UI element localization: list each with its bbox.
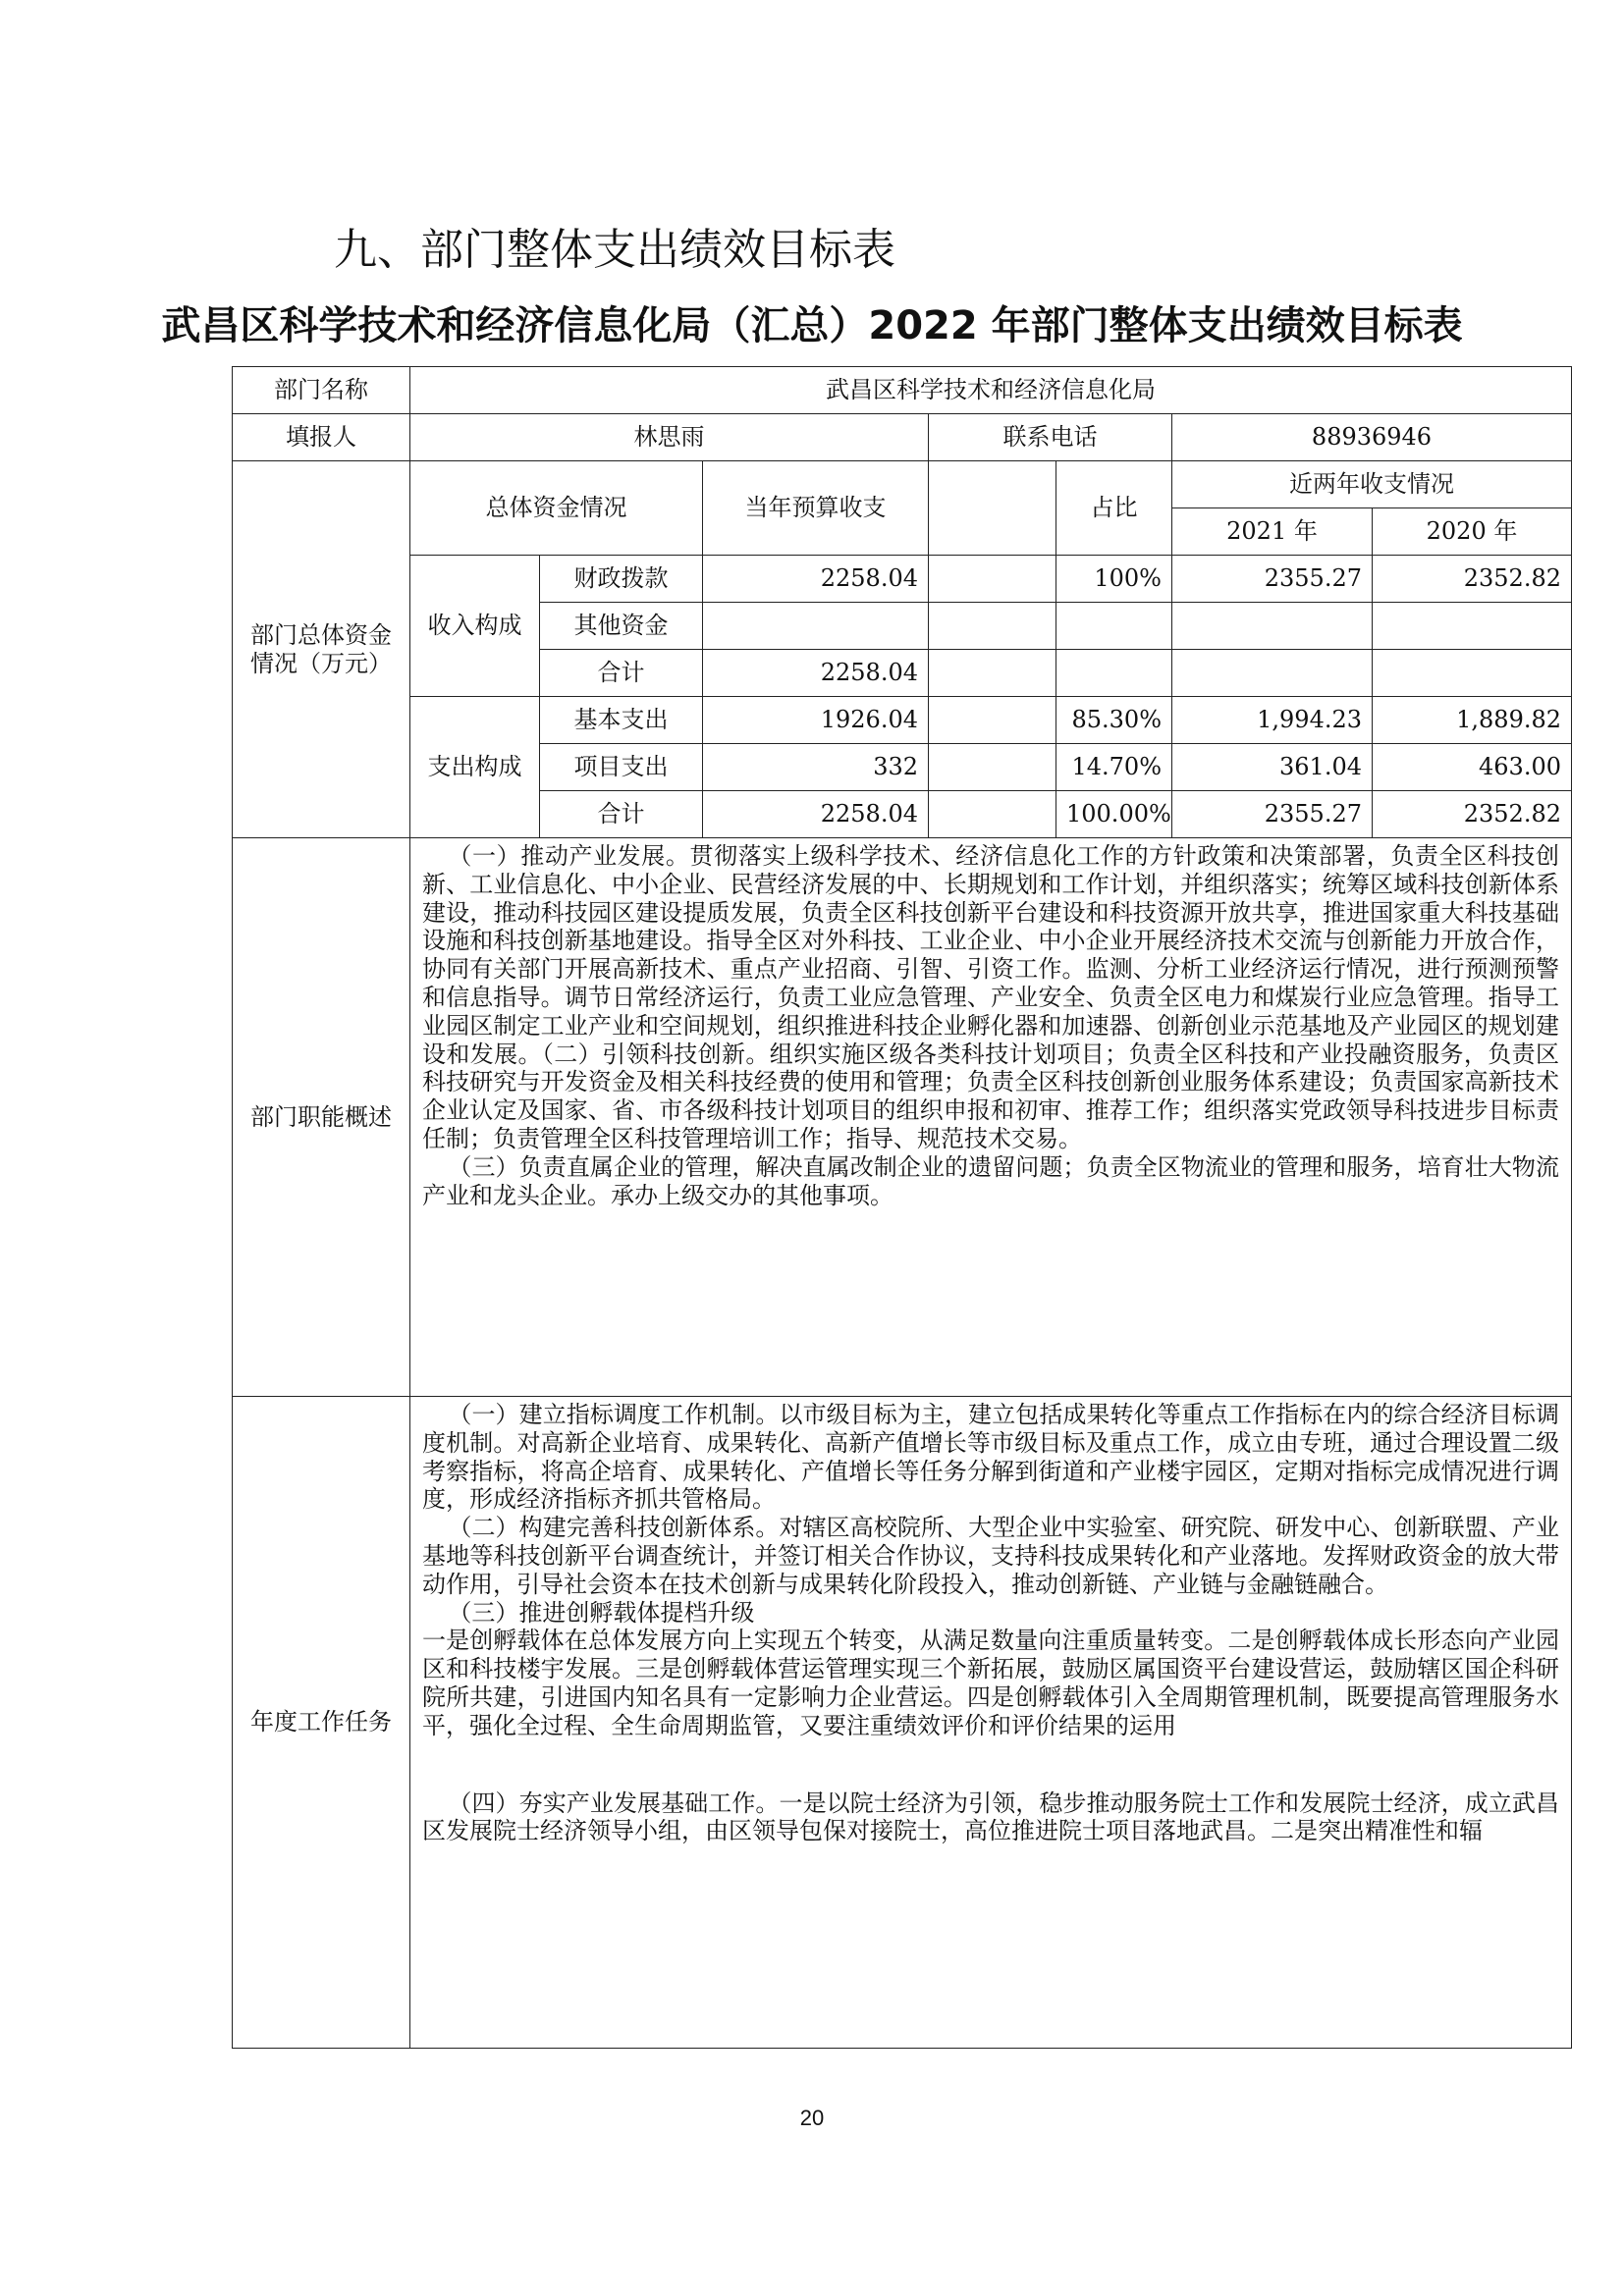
blank-cell — [929, 650, 1056, 697]
budget-value: 1926.04 — [703, 697, 929, 744]
row-name: 项目支出 — [540, 744, 703, 791]
ratio-value: 14.70% — [1056, 744, 1172, 791]
y2020-value: 2352.82 — [1373, 791, 1572, 838]
ratio-value — [1056, 603, 1172, 650]
functions-label: 部门职能概述 — [233, 838, 410, 1397]
dept-label: 部门名称 — [233, 367, 410, 414]
y2020-value — [1373, 650, 1572, 697]
budget-value: 2258.04 — [703, 650, 929, 697]
blank-cell — [929, 461, 1056, 556]
tasks-paragraph-1: （一）建立指标调度工作机制。以市级目标为主，建立包括成果转化等重点工作指标在内的综合经济目标调度机制。对高新企业培育、成果转化、高新产值增长等市级目标及重点工作，成立由专班，通过合理设置二级考察指标，将高企培育、成果转化、产值增长等任务分解到街道和产业楼宇园区，定期对指标完成情况进行调度，形成经济指标齐抓共管格局。 — [422, 1401, 1559, 1514]
y2021-value — [1172, 603, 1373, 650]
tasks-paragraph-4: 一是创孵载体在总体发展方向上实现五个转变，从满足数量向注重质量转变。二是创孵载体成长形态向产业园区和科技楼宇发展。三是创孵载体营运管理实现三个新拓展，鼓励区属国资平台建设营运，鼓励辖区国企科研院所共建，引进国内知名具有一定影响力企业营运。四是创孵载体引入全周期管理机制，既要提高管理服务水平，强化全过程、全生命周期监管，又要注重绩效评价和评价结果的运用 — [422, 1627, 1559, 1739]
budget-value — [703, 603, 929, 650]
ratio-value: 100% — [1056, 556, 1172, 603]
blank-line — [422, 1740, 1559, 1789]
blank-cell — [929, 603, 1056, 650]
y2021-value: 2355.27 — [1172, 556, 1373, 603]
row-name: 基本支出 — [540, 697, 703, 744]
budget-value: 2258.04 — [703, 556, 929, 603]
table-row — [233, 697, 1572, 744]
filler-value: 林思雨 — [410, 414, 929, 461]
dept-row — [233, 367, 1572, 414]
year-2020-label: 2020 年 — [1373, 508, 1572, 556]
y2020-value: 463.00 — [1373, 744, 1572, 791]
year-2021-label: 2021 年 — [1172, 508, 1373, 556]
ratio-value — [1056, 650, 1172, 697]
tasks-label: 年度工作任务 — [233, 1397, 410, 2049]
y2020-value — [1373, 603, 1572, 650]
functions-row — [233, 838, 1572, 1397]
table-row — [233, 556, 1572, 603]
budget-value: 332 — [703, 744, 929, 791]
funds-header-row — [233, 461, 1572, 508]
income-label: 收入构成 — [410, 556, 540, 697]
budget-label: 当年预算收支 — [703, 461, 929, 556]
page-number: 20 — [799, 2106, 825, 2130]
y2021-value: 1,994.23 — [1172, 697, 1373, 744]
phone-label: 联系电话 — [929, 414, 1172, 461]
tasks-paragraph-2: （二）构建完善科技创新体系。对辖区高校院所、大型企业中实验室、研究院、研发中心、创新联盟、产业基地等科技创新平台调查统计，并签订相关合作协议，支持科技成果转化和产业落地。发挥财政资金的放大带动作用，引导社会资本在技术创新与成果转化阶段投入，推动创新链、产业链与金融链融合。 — [422, 1514, 1559, 1598]
ratio-value: 100.00% — [1056, 791, 1172, 838]
budget-value: 2258.04 — [703, 791, 929, 838]
row-name: 合计 — [540, 791, 703, 838]
y2020-value: 2352.82 — [1373, 556, 1572, 603]
functions-paragraph-2: （三）负责直属企业的管理，解决直属改制企业的遗留问题；负责全区物流业的管理和服务，培育壮大物流产业和龙头企业。承办上级交办的其他事项。 — [422, 1152, 1559, 1209]
row-name: 其他资金 — [540, 603, 703, 650]
y2020-value: 1,889.82 — [1373, 697, 1572, 744]
expense-label: 支出构成 — [410, 697, 540, 838]
y2021-value: 2355.27 — [1172, 791, 1373, 838]
filler-row — [233, 414, 1572, 461]
filler-label: 填报人 — [233, 414, 410, 461]
row-name: 财政拨款 — [540, 556, 703, 603]
tasks-paragraph-5: （四）夯实产业发展基础工作。一是以院士经济为引领，稳步推动服务院士工作和发展院士经济，成立武昌区发展院士经济领导小组，由区领导包保对接院士，高位推进院士项目落地武昌。二是突出精准性和辐 — [422, 1789, 1559, 1845]
blank-cell — [929, 791, 1056, 838]
functions-text — [410, 838, 1572, 1397]
blank-cell — [929, 697, 1056, 744]
ratio-value: 85.30% — [1056, 697, 1172, 744]
tasks-text — [410, 1397, 1572, 2049]
ratio-label: 占比 — [1056, 461, 1172, 556]
functions-paragraph-1: （一）推动产业发展。贯彻落实上级科学技术、经济信息化工作的方针政策和决策部署，负责全区科技创新、工业信息化、中小企业、民营经济发展的中、长期规划和工作计划，并组织落实；统筹区域科技创新体系建设，推动科技园区建设提质发展，负责全区科技创新平台建设和科技资源开放共享，推进国家重大科技基础设施和科技创新基地建设。指导全区对外科技、工业企业、中小企业开展经济技术交流与创新能力开放合作，协同有关部门开展高新技术、重点产业招商、引智、引资工作。监测、分析工业经济运行情况，进行预测预警和信息指导。调节日常经济运行，负责工业应急管理、产业安全、负责全区电力和煤炭行业应急管理。指导工业园区制定工业产业和空间规划，组织推进科技企业孵化器和加速器、创新创业示范基地及产业园区的规划建设和发展。（二）引领科技创新。组织实施区级各类科技计划项目；负责全区科技和产业投融资服务，负责区科技研究与开发资金及相关科技经费的使用和管理；负责全区科技创新创业服务体系建设；负责国家高新技术企业认定及国家、省、市各级科技计划项目的组织申报和初审、推荐工作；组织落实党政领导科技进步目标责任制；负责管理全区科技管理培训工作；指导、规范技术交易。 — [422, 842, 1559, 1152]
tasks-row — [233, 1397, 1572, 2049]
y2021-value: 361.04 — [1172, 744, 1373, 791]
row-name: 合计 — [540, 650, 703, 697]
y2021-value — [1172, 650, 1373, 697]
overall-funds-label: 总体资金情况 — [410, 461, 703, 556]
tasks-paragraph-3: （三）推进创孵载体提档升级 — [448, 1598, 755, 1627]
performance-target-table — [232, 366, 1572, 2049]
phone-value: 88936946 — [1172, 414, 1572, 461]
recent-years-label: 近两年收支情况 — [1172, 461, 1572, 508]
section-title: 九、部门整体支出绩效目标表 — [334, 225, 895, 275]
blank-cell — [929, 556, 1056, 603]
document-title: 武昌区科学技术和经济信息化局（汇总）2022 年部门整体支出绩效目标表 — [161, 303, 1463, 348]
blank-cell — [929, 744, 1056, 791]
dept-value: 武昌区科学技术和经济信息化局 — [410, 367, 1572, 414]
funds-section-label: 部门总体资金情况（万元） — [233, 461, 410, 838]
